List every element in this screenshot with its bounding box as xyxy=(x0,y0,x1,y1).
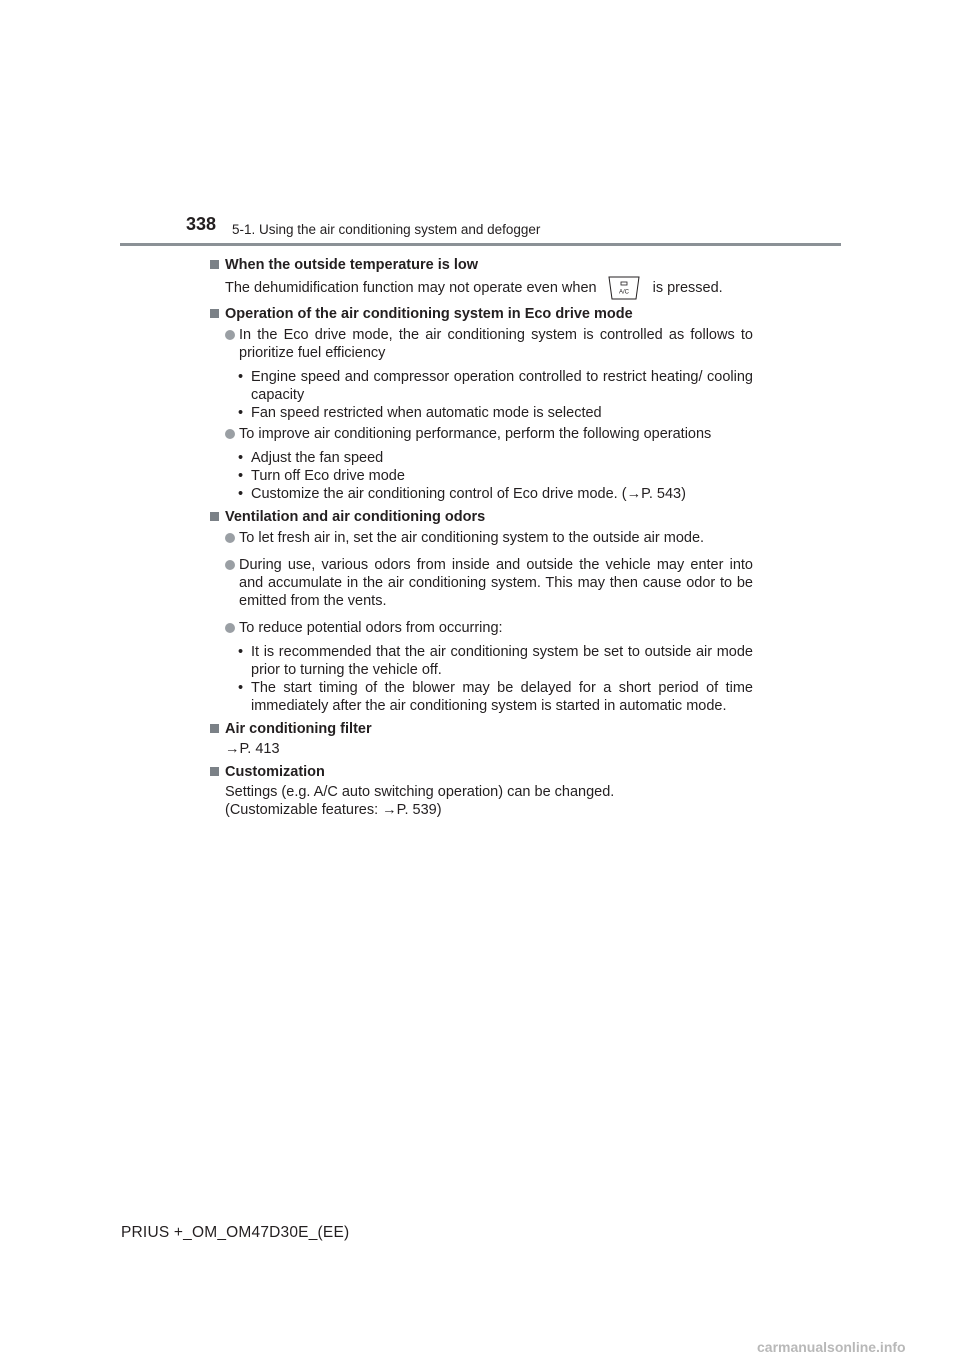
circle-bullet-icon xyxy=(225,330,235,340)
page-content xyxy=(208,256,753,819)
sub-list-text: Customize the air conditioning control of Eco drive mode. (→P. 543) xyxy=(251,486,686,502)
sub-list xyxy=(238,368,753,422)
ac-label: A/C xyxy=(618,289,629,296)
square-bullet-icon xyxy=(210,512,219,521)
circle-bullet-icon xyxy=(225,623,235,633)
section-air-filter xyxy=(208,720,753,758)
square-bullet-icon xyxy=(210,767,219,776)
circle-bullet-icon xyxy=(225,560,235,570)
sub-list-text: Adjust the fan speed xyxy=(251,450,384,466)
section-customization xyxy=(208,763,753,819)
square-bullet-icon xyxy=(210,309,219,318)
sub-list-text: The start timing of the blower may be delayed for a short period of time immediately after the air conditioning system is started in automatic mode. xyxy=(251,680,753,714)
sub-list xyxy=(238,643,753,715)
sub-list xyxy=(238,449,753,503)
section-ventilation-odors xyxy=(208,508,753,715)
sub-list-item xyxy=(238,449,753,467)
square-bullet-icon xyxy=(210,260,219,269)
list-item-text: To let fresh air in, set the air conditioning system to the outside air mode. xyxy=(239,530,705,546)
heading-text: Operation of the air conditioning system in Eco drive mode xyxy=(225,306,633,322)
section-heading xyxy=(210,508,753,526)
section-heading xyxy=(210,305,753,323)
heading-text: Ventilation and air conditioning odors xyxy=(225,509,486,525)
sub-list-item xyxy=(238,679,753,715)
list-item xyxy=(225,425,753,443)
body-text-after: is pressed. xyxy=(652,280,723,296)
section-body xyxy=(225,276,753,300)
heading-text: Customization xyxy=(225,764,325,780)
bullet: • xyxy=(238,369,244,385)
sub-list-item xyxy=(238,643,753,679)
watermark: carmanualsonline.info xyxy=(757,1339,906,1355)
circle-bullet-icon xyxy=(225,429,235,439)
header-rule xyxy=(120,243,841,246)
list-item xyxy=(225,529,753,547)
chapter-title: 5-1. Using the air conditioning system and defogger xyxy=(232,222,541,237)
body-text-before: The dehumidification function may not operate even when xyxy=(225,280,597,296)
sub-list-text: Fan speed restricted when automatic mode is selected xyxy=(251,405,602,421)
bullet: • xyxy=(238,450,244,466)
footer-model-code: PRIUS +_OM_OM47D30E_(EE) xyxy=(121,1224,350,1241)
page-reference: →P. 413 xyxy=(225,741,280,757)
section-heading xyxy=(210,256,753,274)
sub-list-item xyxy=(238,368,753,404)
section-heading xyxy=(210,763,753,781)
sub-list-item xyxy=(238,467,753,485)
ac-button-icon xyxy=(605,276,643,300)
section-eco-drive xyxy=(208,305,753,503)
list-item-text: To reduce potential odors from occurring: xyxy=(239,620,503,636)
list-item-text: To improve air conditioning performance, perform the following operations xyxy=(239,426,712,442)
list-item xyxy=(225,326,753,362)
square-bullet-icon xyxy=(210,724,219,733)
list-item-text: In the Eco drive mode, the air conditioning system is controlled as follows to prioritize fuel efficiency xyxy=(239,327,753,361)
heading-text: Air conditioning filter xyxy=(225,721,372,737)
sub-list-text: It is recommended that the air conditioning system be set to outside air mode prior to turning the vehicle off. xyxy=(251,644,753,678)
heading-text: When the outside temperature is low xyxy=(225,257,478,273)
bullet: • xyxy=(238,680,244,696)
bullet: • xyxy=(238,644,244,660)
list-item-text: During use, various odors from inside and outside the vehicle may enter into and accumulate in the air conditioning system. This may then cause odor to be emitted from the vents. xyxy=(239,557,753,609)
circle-bullet-icon xyxy=(225,533,235,543)
bullet: • xyxy=(238,486,244,502)
bullet: • xyxy=(238,468,244,484)
sub-list-text: Turn off Eco drive mode xyxy=(251,468,405,484)
bullet: • xyxy=(238,405,244,421)
section-body-line: Settings (e.g. A/C auto switching operation) can be changed. xyxy=(225,784,615,800)
page-number: 338 xyxy=(186,214,217,234)
section-outside-temperature xyxy=(208,256,753,300)
sub-list-text: Engine speed and compressor operation controlled to restrict heating/ cooling capacity xyxy=(251,369,753,403)
section-body-line: (Customizable features: →P. 539) xyxy=(225,802,442,818)
section-heading xyxy=(210,720,753,738)
list-item xyxy=(225,619,753,637)
sub-list-item xyxy=(238,404,753,422)
sub-list-item xyxy=(238,485,753,503)
list-item xyxy=(225,556,753,610)
